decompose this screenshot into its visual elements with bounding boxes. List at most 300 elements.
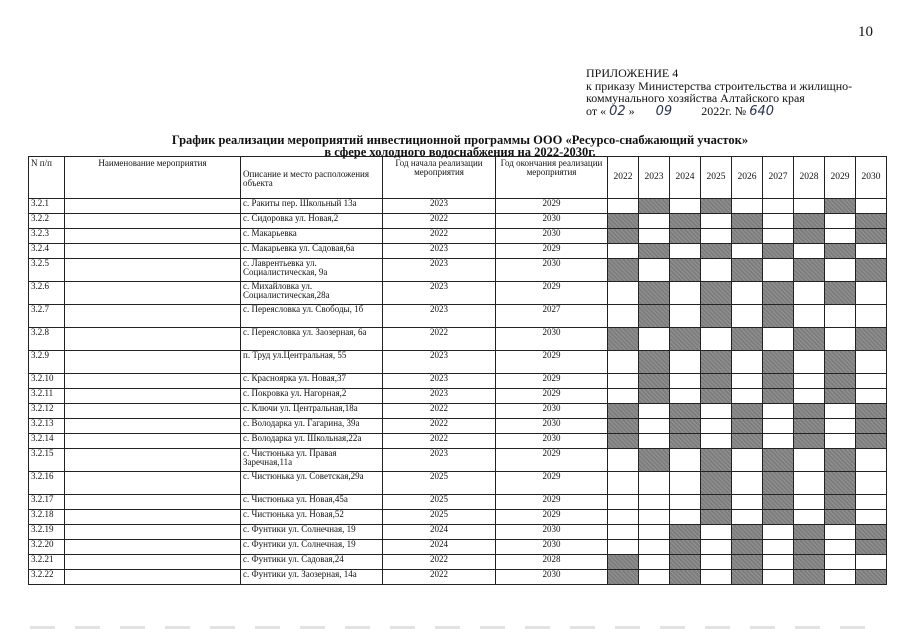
schedule-cell-empty — [732, 282, 763, 305]
schedule-cell-empty — [608, 472, 639, 495]
row-number: 3.2.8 — [29, 328, 65, 351]
schedule-cell-empty — [639, 525, 670, 540]
schedule-cell-shaded — [794, 259, 825, 282]
row-number: 3.2.21 — [29, 555, 65, 570]
row-event-name — [65, 570, 241, 585]
schedule-cell-shaded — [701, 305, 732, 328]
schedule-cell-shaded — [763, 305, 794, 328]
schedule-cell-empty — [856, 389, 887, 404]
row-end-year: 2030 — [496, 434, 608, 449]
row-end-year: 2029 — [496, 199, 608, 214]
row-description: с. Переясловка ул. Заозерная, 6а — [241, 328, 383, 351]
schedule-cell-empty — [794, 374, 825, 389]
schedule-cell-empty — [856, 472, 887, 495]
schedule-cell-empty — [701, 259, 732, 282]
row-description: с. Чистюнька ул. Новая,52 — [241, 510, 383, 525]
schedule-cell-empty — [763, 404, 794, 419]
row-start-year: 2023 — [383, 389, 496, 404]
table-row — [29, 305, 887, 328]
schedule-cell-empty — [856, 244, 887, 259]
table-row — [29, 510, 887, 525]
row-end-year: 2029 — [496, 389, 608, 404]
schedule-cell-shaded — [701, 495, 732, 510]
schedule-cell-empty — [701, 328, 732, 351]
schedule-cell-shaded — [608, 214, 639, 229]
schedule-cell-empty — [732, 199, 763, 214]
schedule-cell-empty — [763, 434, 794, 449]
document-title — [120, 134, 800, 158]
row-description: с. Ракиты пер. Школьный 13а — [241, 199, 383, 214]
schedule-cell-shaded — [732, 434, 763, 449]
schedule-cell-empty — [763, 214, 794, 229]
row-start-year: 2023 — [383, 244, 496, 259]
schedule-cell-empty — [856, 199, 887, 214]
appendix-header — [586, 67, 852, 118]
schedule-cell-shaded — [732, 404, 763, 419]
row-start-year: 2022 — [383, 419, 496, 434]
schedule-cell-empty — [794, 449, 825, 472]
schedule-cell-empty — [701, 404, 732, 419]
schedule-cell-shaded — [608, 229, 639, 244]
schedule-cell-empty — [825, 555, 856, 570]
schedule-cell-shaded — [856, 419, 887, 434]
row-description: с. Михайловка ул. Социалистическая,28а — [241, 282, 383, 305]
schedule-cell-shaded — [856, 570, 887, 585]
row-number: 3.2.2 — [29, 214, 65, 229]
schedule-cell-shaded — [670, 570, 701, 585]
schedule-cell-shaded — [608, 328, 639, 351]
schedule-cell-empty — [825, 214, 856, 229]
row-description: с. Макарьевка ул. Садовая,6а — [241, 244, 383, 259]
row-event-name — [65, 328, 241, 351]
schedule-cell-empty — [794, 199, 825, 214]
schedule-cell-shaded — [701, 351, 732, 374]
row-description: с. Покровка ул. Нагорная,2 — [241, 389, 383, 404]
header-year: 2025 — [701, 157, 732, 199]
table-row — [29, 540, 887, 555]
scan-artifact-line — [30, 626, 870, 629]
row-end-year: 2030 — [496, 328, 608, 351]
row-description: с. Фунтики ул. Солнечная, 19 — [241, 525, 383, 540]
row-end-year: 2029 — [496, 495, 608, 510]
schedule-cell-shaded — [856, 328, 887, 351]
schedule-cell-shaded — [701, 472, 732, 495]
row-description: с. Чистюнька ул. Советская,29а — [241, 472, 383, 495]
header-name: Наименование мероприятия — [65, 157, 241, 199]
schedule-cell-shaded — [794, 540, 825, 555]
row-start-year: 2022 — [383, 570, 496, 585]
row-description: с. Чистюнька ул. Правая Заречная,11а — [241, 449, 383, 472]
schedule-cell-empty — [639, 434, 670, 449]
schedule-cell-empty — [732, 449, 763, 472]
row-end-year: 2029 — [496, 510, 608, 525]
schedule-cell-shaded — [794, 229, 825, 244]
row-description: с. Фунтики ул. Солнечная, 19 — [241, 540, 383, 555]
row-description: с. Краснoярка ул. Новая,37 — [241, 374, 383, 389]
schedule-cell-shaded — [794, 570, 825, 585]
table-row — [29, 259, 887, 282]
handwritten-order-number: 640 — [749, 103, 775, 119]
schedule-cell-shaded — [825, 244, 856, 259]
date-year-number: 2022г. № — [701, 103, 747, 118]
schedule-cell-shaded — [732, 525, 763, 540]
schedule-cell-shaded — [670, 540, 701, 555]
schedule-cell-empty — [856, 510, 887, 525]
row-end-year: 2030 — [496, 570, 608, 585]
schedule-cell-empty — [639, 555, 670, 570]
schedule-cell-empty — [856, 495, 887, 510]
schedule-cell-empty — [608, 305, 639, 328]
schedule-cell-shaded — [639, 244, 670, 259]
schedule-cell-empty — [856, 305, 887, 328]
schedule-cell-empty — [670, 389, 701, 404]
schedule-cell-empty — [732, 374, 763, 389]
schedule-cell-shaded — [763, 472, 794, 495]
table-row — [29, 434, 887, 449]
schedule-cell-shaded — [794, 419, 825, 434]
header-year: 2027 — [763, 157, 794, 199]
appendix-ministry-line: коммунального хозяйства Алтайского края — [586, 91, 805, 105]
row-start-year: 2023 — [383, 199, 496, 214]
row-start-year: 2022 — [383, 434, 496, 449]
schedule-cell-empty — [608, 244, 639, 259]
row-start-year: 2023 — [383, 351, 496, 374]
row-event-name — [65, 472, 241, 495]
schedule-cell-empty — [608, 389, 639, 404]
row-number: 3.2.11 — [29, 389, 65, 404]
schedule-cell-empty — [794, 495, 825, 510]
schedule-cell-empty — [763, 525, 794, 540]
schedule-cell-empty — [763, 328, 794, 351]
schedule-cell-empty — [763, 199, 794, 214]
row-start-year: 2025 — [383, 472, 496, 495]
schedule-cell-empty — [608, 351, 639, 374]
schedule-cell-shaded — [856, 214, 887, 229]
schedule-cell-shaded — [856, 434, 887, 449]
schedule-cell-shaded — [794, 404, 825, 419]
schedule-cell-empty — [856, 449, 887, 472]
schedule-cell-empty — [825, 434, 856, 449]
schedule-cell-empty — [639, 259, 670, 282]
table-row — [29, 570, 887, 585]
schedule-cell-shaded — [825, 374, 856, 389]
schedule-cell-empty — [670, 244, 701, 259]
table-row — [29, 472, 887, 495]
row-event-name — [65, 404, 241, 419]
appendix-title: ПРИЛОЖЕНИЕ 4 — [586, 66, 679, 80]
row-end-year: 2029 — [496, 472, 608, 495]
schedule-cell-empty — [639, 472, 670, 495]
date-prefix: от « — [586, 103, 607, 118]
row-event-name — [65, 540, 241, 555]
schedule-cell-shaded — [608, 259, 639, 282]
schedule-cell-empty — [794, 282, 825, 305]
schedule-cell-empty — [670, 510, 701, 525]
date-day-suffix: » — [628, 103, 635, 118]
header-year: 2029 — [825, 157, 856, 199]
table-row — [29, 199, 887, 214]
row-event-name — [65, 305, 241, 328]
table-row — [29, 351, 887, 374]
row-end-year: 2030 — [496, 525, 608, 540]
table-row — [29, 282, 887, 305]
schedule-cell-empty — [732, 510, 763, 525]
row-start-year: 2022 — [383, 404, 496, 419]
schedule-cell-empty — [763, 570, 794, 585]
row-end-year: 2029 — [496, 282, 608, 305]
table-row — [29, 555, 887, 570]
schedule-cell-shaded — [639, 351, 670, 374]
row-start-year: 2024 — [383, 540, 496, 555]
table-row — [29, 419, 887, 434]
row-number: 3.2.16 — [29, 472, 65, 495]
header-year: 2024 — [670, 157, 701, 199]
table-row — [29, 404, 887, 419]
schedule-cell-empty — [670, 472, 701, 495]
table-row — [29, 525, 887, 540]
schedule-cell-empty — [825, 404, 856, 419]
row-end-year: 2030 — [496, 404, 608, 419]
row-description: с. Володарка ул. Гагарина, 39а — [241, 419, 383, 434]
schedule-cell-shaded — [701, 244, 732, 259]
row-start-year: 2022 — [383, 214, 496, 229]
schedule-cell-empty — [825, 540, 856, 555]
row-end-year: 2030 — [496, 540, 608, 555]
schedule-cell-empty — [639, 214, 670, 229]
schedule-cell-shaded — [825, 199, 856, 214]
row-description: с. Переясловка ул. Свободы, 1б — [241, 305, 383, 328]
row-event-name — [65, 244, 241, 259]
header-start-year: Год начала реализации мероприятия — [383, 157, 496, 199]
schedule-cell-shaded — [763, 495, 794, 510]
row-event-name — [65, 449, 241, 472]
row-description: с. Фунтики ул. Садовая,24 — [241, 555, 383, 570]
schedule-cell-shaded — [763, 389, 794, 404]
schedule-cell-empty — [732, 389, 763, 404]
row-event-name — [65, 199, 241, 214]
schedule-cell-empty — [856, 282, 887, 305]
row-number: 3.2.5 — [29, 259, 65, 282]
schedule-cell-empty — [701, 525, 732, 540]
row-description: с. Лаврентьевка ул. Социалистическая, 9а — [241, 259, 383, 282]
row-number: 3.2.3 — [29, 229, 65, 244]
row-description: п. Труд ул.Центральная, 55 — [241, 351, 383, 374]
schedule-cell-shaded — [670, 419, 701, 434]
schedule-cell-empty — [701, 419, 732, 434]
header-year: 2026 — [732, 157, 763, 199]
schedule-cell-empty — [825, 570, 856, 585]
page-number: 10 — [858, 24, 873, 40]
row-number: 3.2.4 — [29, 244, 65, 259]
row-event-name — [65, 282, 241, 305]
schedule-cell-empty — [670, 199, 701, 214]
row-number: 3.2.10 — [29, 374, 65, 389]
row-end-year: 2029 — [496, 351, 608, 374]
schedule-cell-shaded — [732, 555, 763, 570]
row-end-year: 2030 — [496, 419, 608, 434]
handwritten-month: 09 — [655, 103, 673, 119]
appendix-order-line: к приказу Министерства строительства и жилищно- — [586, 78, 853, 93]
schedule-cell-empty — [608, 449, 639, 472]
schedule-cell-empty — [701, 229, 732, 244]
schedule-cell-shaded — [670, 328, 701, 351]
schedule-cell-shaded — [732, 328, 763, 351]
row-event-name — [65, 374, 241, 389]
schedule-cell-shaded — [639, 199, 670, 214]
schedule-cell-shaded — [639, 305, 670, 328]
schedule-cell-empty — [732, 244, 763, 259]
schedule-cell-empty — [794, 472, 825, 495]
schedule-cell-empty — [763, 419, 794, 434]
header-year: 2022 — [608, 157, 639, 199]
schedule-cell-shaded — [639, 374, 670, 389]
schedule-cell-empty — [732, 305, 763, 328]
schedule-cell-empty — [825, 525, 856, 540]
row-event-name — [65, 389, 241, 404]
schedule-cell-empty — [639, 404, 670, 419]
schedule-cell-empty — [701, 540, 732, 555]
schedule-cell-empty — [608, 199, 639, 214]
row-event-name — [65, 229, 241, 244]
schedule-cell-shaded — [763, 510, 794, 525]
row-end-year: 2029 — [496, 449, 608, 472]
schedule-cell-shaded — [670, 259, 701, 282]
row-event-name — [65, 555, 241, 570]
schedule-cell-empty — [763, 229, 794, 244]
schedule-cell-shaded — [608, 570, 639, 585]
schedule-cell-empty — [639, 540, 670, 555]
schedule-cell-shaded — [794, 214, 825, 229]
schedule-cell-shaded — [701, 449, 732, 472]
row-end-year: 2029 — [496, 244, 608, 259]
schedule-cell-shaded — [825, 495, 856, 510]
schedule-cell-shaded — [856, 259, 887, 282]
schedule-cell-empty — [639, 570, 670, 585]
schedule-cell-empty — [639, 510, 670, 525]
row-start-year: 2023 — [383, 374, 496, 389]
row-number: 3.2.6 — [29, 282, 65, 305]
row-end-year: 2030 — [496, 214, 608, 229]
table-row — [29, 389, 887, 404]
schedule-cell-empty — [794, 510, 825, 525]
schedule-cell-shaded — [732, 214, 763, 229]
row-end-year: 2028 — [496, 555, 608, 570]
schedule-cell-empty — [670, 449, 701, 472]
schedule-cell-empty — [701, 434, 732, 449]
title-line-2: в сфере холодного водоснабжения на 2022-2030г. — [324, 145, 596, 159]
schedule-cell-shaded — [639, 282, 670, 305]
schedule-cell-empty — [856, 351, 887, 374]
schedule-cell-shaded — [794, 328, 825, 351]
schedule-cell-empty — [763, 259, 794, 282]
row-number: 3.2.18 — [29, 510, 65, 525]
schedule-cell-shaded — [825, 282, 856, 305]
schedule-cell-shaded — [732, 229, 763, 244]
row-end-year: 2027 — [496, 305, 608, 328]
schedule-cell-shaded — [794, 555, 825, 570]
schedule-cell-empty — [763, 540, 794, 555]
schedule-cell-empty — [670, 495, 701, 510]
schedule-table — [28, 156, 887, 585]
header-num: N п/п — [29, 157, 65, 199]
row-description: с. Володарка ул. Школьная,22а — [241, 434, 383, 449]
schedule-cell-shaded — [763, 374, 794, 389]
schedule-cell-shaded — [825, 389, 856, 404]
schedule-cell-empty — [732, 351, 763, 374]
schedule-cell-empty — [670, 305, 701, 328]
schedule-cell-shaded — [825, 472, 856, 495]
schedule-cell-empty — [794, 351, 825, 374]
schedule-cell-empty — [670, 351, 701, 374]
row-start-year: 2022 — [383, 229, 496, 244]
schedule-cell-shaded — [794, 525, 825, 540]
table-row — [29, 449, 887, 472]
row-number: 3.2.13 — [29, 419, 65, 434]
schedule-cell-shaded — [670, 434, 701, 449]
table-row — [29, 244, 887, 259]
header-year: 2023 — [639, 157, 670, 199]
row-event-name — [65, 434, 241, 449]
table-row — [29, 229, 887, 244]
schedule-cell-shaded — [825, 510, 856, 525]
schedule-cell-empty — [825, 229, 856, 244]
row-start-year: 2023 — [383, 282, 496, 305]
schedule-cell-shaded — [701, 282, 732, 305]
row-start-year: 2022 — [383, 328, 496, 351]
schedule-cell-shaded — [670, 525, 701, 540]
schedule-cell-shaded — [608, 404, 639, 419]
row-description: с. Фунтики ул. Заозерная, 14а — [241, 570, 383, 585]
row-start-year: 2025 — [383, 510, 496, 525]
handwritten-day: 02 — [609, 103, 626, 119]
schedule-cell-empty — [608, 374, 639, 389]
row-start-year: 2023 — [383, 259, 496, 282]
schedule-cell-shaded — [856, 540, 887, 555]
schedule-cell-shaded — [763, 449, 794, 472]
row-event-name — [65, 495, 241, 510]
table-row — [29, 495, 887, 510]
schedule-cell-empty — [825, 259, 856, 282]
header-year: 2030 — [856, 157, 887, 199]
table-row — [29, 374, 887, 389]
header-end-year: Год окончания реализации мероприятия — [496, 157, 608, 199]
schedule-cell-empty — [608, 525, 639, 540]
row-number: 3.2.22 — [29, 570, 65, 585]
schedule-cell-empty — [794, 389, 825, 404]
row-event-name — [65, 510, 241, 525]
schedule-cell-shaded — [701, 199, 732, 214]
schedule-cell-empty — [763, 555, 794, 570]
schedule-cell-shaded — [639, 389, 670, 404]
row-event-name — [65, 214, 241, 229]
row-number: 3.2.9 — [29, 351, 65, 374]
schedule-cell-empty — [670, 282, 701, 305]
row-event-name — [65, 419, 241, 434]
schedule-cell-shaded — [732, 419, 763, 434]
schedule-cell-shaded — [608, 419, 639, 434]
row-number: 3.2.1 — [29, 199, 65, 214]
schedule-cell-empty — [732, 472, 763, 495]
schedule-cell-shaded — [732, 540, 763, 555]
schedule-cell-empty — [639, 328, 670, 351]
row-start-year: 2023 — [383, 305, 496, 328]
row-start-year: 2025 — [383, 495, 496, 510]
schedule-cell-empty — [856, 374, 887, 389]
header-description: Описание и место расположения объекта — [241, 157, 383, 199]
schedule-cell-shaded — [825, 449, 856, 472]
schedule-cell-shaded — [732, 570, 763, 585]
row-number: 3.2.12 — [29, 404, 65, 419]
